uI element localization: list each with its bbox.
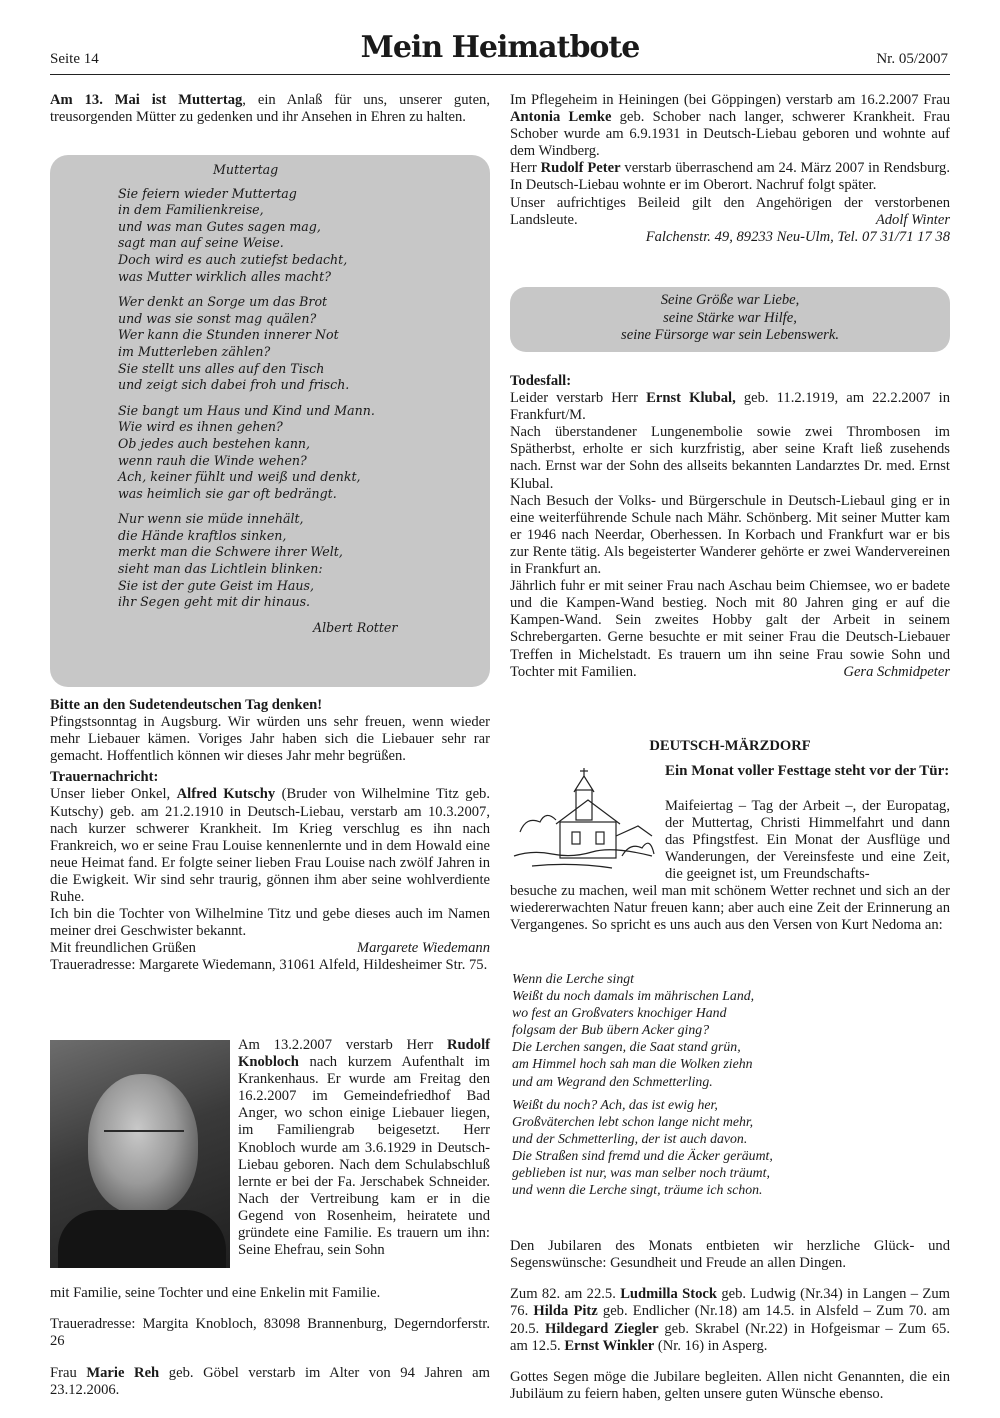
knobloch-text: Am 13.2.2007 verstarb Herr Rudolf Knobloch nach kurzem Aufenthalt im Krankenhaus. Er wurde am Freitag den 16.2.2007 im Gemeindefriedhof Bad Anger, wo schon einige Liebauer liegen, im Familiengrab beigesetzt. Herr Knobloch wurde am 3.6.1929 in Deutsch-Liebau geboren. Nach dem Schulabschluß lernte er bei der Fa. Jerschabek Schneider. Nach der Vertreibung kam er in die Gegend von Rosenheim, heiratete und gründete eine Familie. Es trauern um ihn: Seine Ehefrau, sein Sohn — [238, 1037, 490, 1259]
poem-author: Albert Rotter — [313, 619, 398, 635]
portrait-photo — [50, 1040, 230, 1268]
muttertag-intro: Am 13. Mai ist Muttertag, ein Anlaß für uns, unserer guten, treusorgenden Mütter zu gedenken und ihr Ansehen in Ehren zu halten. — [50, 92, 490, 126]
header-rule — [50, 74, 950, 75]
lerche-verse: Wenn die Lerche singt Weißt du noch damals im mährischen Land, wo fest an Großvaters knochiger Hand folgsam der Bub übern Acker ging? Die Lerchen sangen, die Saat stand grün, am Himmel hoch sah man die Wolken ziehn und am Wegrand den Schmetterling. Weißt du noch? Ach, das ist ewig her, Großväterchen lebt schon lange nicht mehr, und der Schmetterling, der ist auch davon. Die Straßen sind fremd und die Äcker geräumt, geblieben ist nur, was man selber noch träumt, und wenn die Lerche singt, träume ich schon. — [512, 971, 773, 1198]
right-obituaries: Im Pflegeheim in Heiningen (bei Göppingen) verstarb am 16.2.2007 Frau Antonia Lemke geb. Schober nach langer, schwerer Krankheit. Frau Schober wurde am 6.9.1931 in Deutsch-Liebau geboren und wohnte auf dem Windberg. Herr Rudolf Peter verstarb überraschend am 24. März 2007 in Rendsburg. In Deutsch-Liebau wohnte er im Oberort. Nachruf folgt später. Unser aufrichtiges Beileid gilt den Angehörigen der verstorbenen Landsleute. Adolf Winter Falchenstr. 49, 89233 Neu-Ulm, Tel. 07 31/71 17 38 — [510, 92, 951, 245]
poem-stanza: Sie bangt um Haus und Kind und Mann. Wie wird es ihnen gehen? Ob jedes auch bestehen kann, wenn rauh die Winde wehen? Ach, keiner fühlt und weiß und denkt, was heimlich sie gar oft bedrängt. — [118, 402, 375, 501]
poem-stanza: Sie feiern wieder Muttertag in dem Familienkreise, und was man Gutes sagen mag, sagt man auf seine Weise. Doch wird es auch zutiefst bedacht, was Mutter wirklich alles macht? — [118, 185, 348, 284]
masthead-logo: Mein Heimatbote — [360, 30, 640, 65]
left-notices — [50, 697, 490, 975]
page-number: Seite 14 — [50, 51, 99, 67]
todesfall-heading: Todesfall: — [510, 373, 572, 389]
trauer-text-2: Ich bin die Tochter von Wilhelmine Titz und gebe dieses auch im Namen meiner drei Geschwister bekannt. — [50, 906, 490, 940]
signature-address: Falchenstr. 49, 89233 Neu-Ulm, Tel. 07 31/71 17 38 — [645, 228, 950, 245]
poem-title: Muttertag — [213, 162, 279, 177]
greeting: Mit freundlichen Grüßen Margarete Wiedemann — [50, 940, 490, 957]
todesfall: Todesfall: Leider verstarb Herr Ernst Klubal, geb. 11.2.1919, am 22.2.2007 in Frankfurt/M. Nach überstandener Lungenembolie sowie zwei Thrombosen im Spätherbst, erholte er sich kurzfristig, aber seine Kraft ließ zusehends nach. Ernst war der Sohn des allseits bekannten Landarztes Dr. med. Ernst Klubal. Nach Besuch der Volks- und Bürgerschule in Deutsch-Liebaul ging er in eine weiterführende Schule nach Mähr. Schönberg. Mit seiner Mutter kam er 1946 nach Neerdar, Oberhessen. In Korbach und Frankfurt war er bis zur Rente tätig. Als begeisterter Wanderer gehörte er zwei Wandervereinen in Frankfurt an. Jährlich fuhr er mit seiner Frau nach Aschau beim Chiemsee, wo er badete und die Kampen-Wand bestieg. Noch mit 80 Jahren ging er auf die Kampen-Wand. Sein zweites Hobby galt der Arbeit in seinem Schrebergarten. Gerne besuchte er mit seiner Frau die Deutsch-Liebauer Treffen in Michelstadt. Es trauern um ihn seine Frau sowie Sohn und Tochter mit Familien. Gera Schmidpeter — [510, 373, 950, 680]
poem-stanza: Nur wenn sie müde innehält, die Hände kraftlos sinken, merkt man die Schwere ihrer Welt, sieht man das Lichtlein blinken: Sie ist der gute Geist im Haus, ihr Segen geht mit dir hinaus. — [118, 511, 343, 610]
festtage-text-cont: besuche zu machen, weil man mit schönem Wetter rechnet und sich an der wiedererwachten Natur freuen kann; aber auch eine Zeit der Erinnerung an Vergangenes. So spricht es uns auch aus den Versen von Kurt Nedoma an: — [510, 883, 950, 934]
signature: Gera Schmidpeter — [843, 663, 950, 680]
jubilare: Den Jubilaren des Monats entbieten wir herzliche Glück- und Segenswünsche: Gesundheit und Freude an allen Dingen. Zum 82. am 22.5. Ludmilla Stock geb. Ludwig (Nr.34) in Langen – Zum 76. Hilda Pitz geb. Endlicher (Nr.18) am 14.5. in Alsfeld – Zum 70. am 20.5. Hildegard Ziegler geb. Skrabel (Nr.22) in Hofgeismar – Zum 65. am 12.5. Ernst Winkler (Nr. 16) in Asperg. Gottes Segen möge die Jubilare begleiten. Allen nicht Genannten, die ein Jubiläum zu feiern haben, gelten unsere guten Wünsche ebenso. — [510, 1237, 950, 1403]
issue-number: Nr. 05/2007 — [876, 51, 948, 67]
section-heading: DEUTSCH-MÄRZDORF — [649, 738, 811, 754]
sdt-heading: Bitte an den Sudetendeutschen Tag denken! — [50, 697, 323, 713]
knobloch-text-cont: mit Familie, seine Tochter und eine Enkelin mit Familie. Traueradresse: Margita Knobloch, 83098 Brannenburg, Degerndorferstr. 26 Frau Marie Reh geb. Göbel verstarb im Alter von 94 Jahren am 23.12.2006. — [50, 1284, 490, 1399]
sdt-text: Pfingstsonntag in Augsburg. Wir würden uns sehr freuen, wenn wieder mehr Liebauer kämen. Voriges Jahr haben sich die Liebauer sehr rar gemacht. Hoffentlich können wir dieses Jahr mehr begrüßen. — [50, 714, 490, 765]
poem-muttertag — [118, 162, 418, 636]
trauer-heading: Trauernachricht: — [50, 769, 159, 786]
trauer-text: Unser lieber Onkel, Alfred Kutschy (Bruder von Wilhelmine Titz geb. Kutschy) geb. am 21.2.1910 in Deutsch-Liebau, verstarb am 10.3.2007, nach kurzer schwerer Krankheit. Im Krieg verschlug es ihn nach Frankreich, wo er seine Frau Louise kennenlernte und in dem Howald eine neue Heimat fand. Er folgte seiner lieben Frau Louise nach zwölf Jahren in die Ewigkeit. Wir sind sehr traurig, gönnen ihm aber seine wohlverdiente Ruhe. — [50, 786, 490, 906]
poem-stanza: Wer denkt an Sorge um das Brot und was sie sonst mag quälen? Wer kann die Stunden innerer Not im Mutterleben zählen? Sie stellt uns alles auf den Tisch und zeigt sich dabei froh und frisch. — [118, 294, 350, 393]
festtage-text: Maifeiertag – Tag der Arbeit –, der Europatag, der Muttertag, Christi Himmelfahrt und dann das Pfingstfest. Ein Monat der Ausflüge und Wanderungen, der Vereinsfeste und eine Zeit, die geeignet ist, um Freundschafts- — [665, 798, 950, 883]
festtage-heading: Ein Monat voller Festtage steht vor der Tür: — [665, 763, 950, 779]
quote: Seine Größe war Liebe, seine Stärke war Hilfe, seine Fürsorge war sein Lebenswerk. — [621, 292, 839, 343]
trauer-address: Traueradresse: Margarete Wiedemann, 31061 Alfeld, Hildesheimer Str. 75. — [50, 957, 488, 974]
signature: Adolf Winter — [875, 211, 950, 228]
church-drawing — [512, 766, 657, 874]
